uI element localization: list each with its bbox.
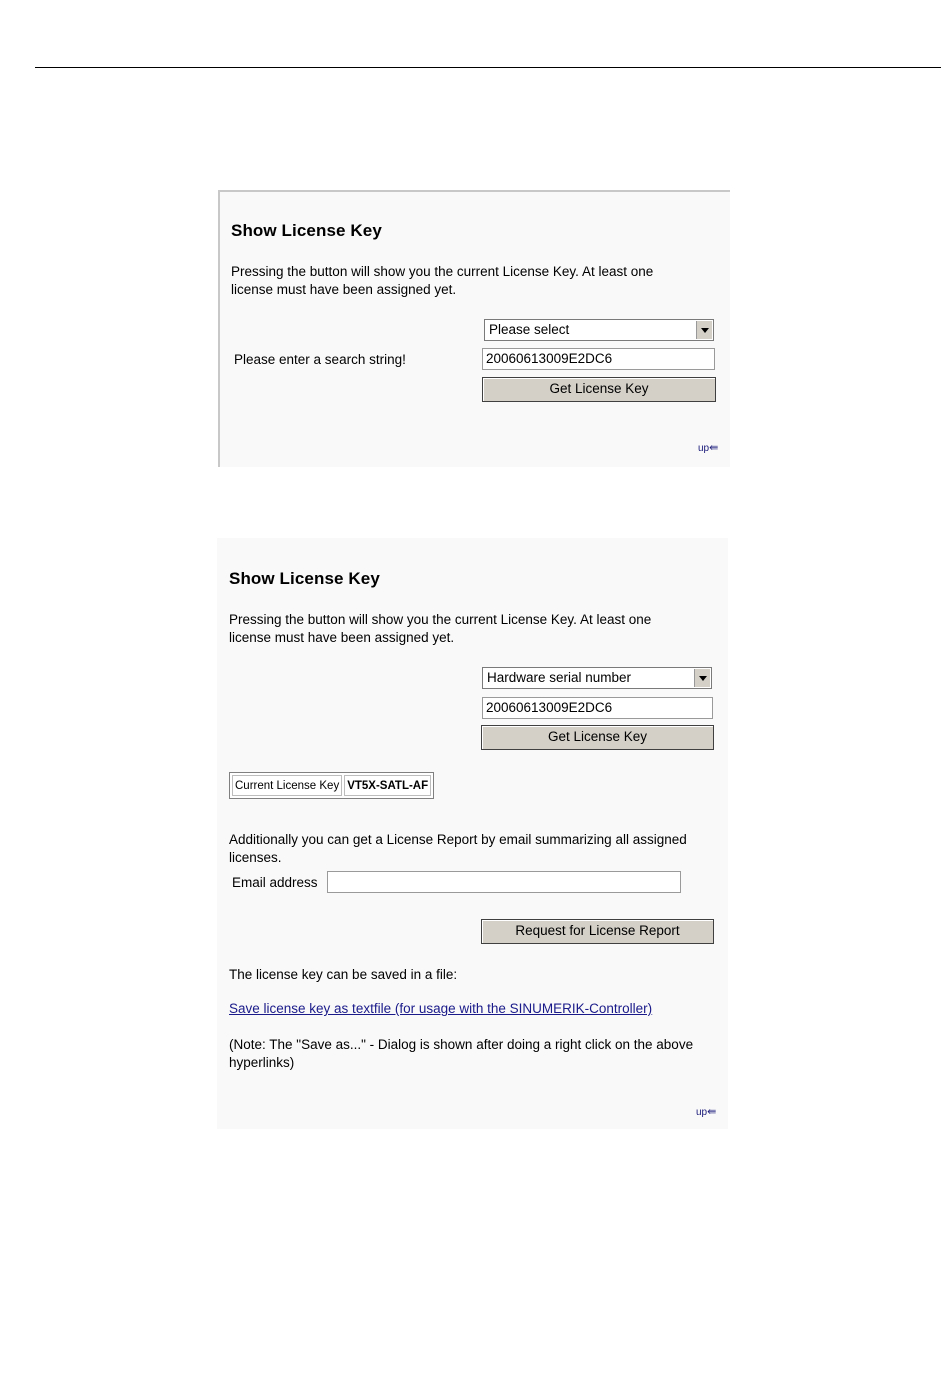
up-link[interactable]	[698, 441, 718, 454]
select-value: Hardware serial number	[487, 670, 632, 685]
up-link[interactable]	[696, 1105, 716, 1118]
email-field[interactable]	[327, 871, 681, 893]
report-text-line-1: Additionally you can get a License Report by email summarizing all assigned	[229, 832, 687, 847]
up-link-label: up	[696, 1107, 708, 1118]
description-line-2: license must have been assigned yet.	[231, 282, 457, 297]
up-arrow-icon: ⇚	[709, 442, 719, 454]
search-label: Please enter a search string!	[234, 352, 406, 367]
description-line-2: license must have been assigned yet.	[229, 630, 455, 645]
chevron-down-icon[interactable]	[696, 321, 712, 339]
email-label: Email address	[232, 875, 318, 890]
current-key-label: Current License Key	[232, 775, 342, 796]
panel-title: Show License Key	[229, 569, 380, 588]
current-key-value: VT5X-SATL-AF	[344, 775, 431, 796]
up-link-label: up	[698, 443, 710, 454]
current-key-table	[229, 772, 434, 799]
chevron-down-icon[interactable]	[694, 669, 710, 687]
search-type-select[interactable]	[484, 319, 714, 341]
header-rule	[35, 67, 941, 68]
panel-title: Show License Key	[231, 221, 382, 240]
save-text: The license key can be saved in a file:	[229, 967, 458, 982]
search-input[interactable]: 20060613009E2DC6	[482, 348, 715, 370]
up-arrow-icon: ⇚	[707, 1106, 717, 1118]
save-license-key-link[interactable]: Save license key as textfile (for usage with the SINUMERIK-Controller)	[229, 1001, 653, 1016]
description-line-1: Pressing the button will show you the current License Key. At least one	[229, 612, 652, 627]
search-input[interactable]: 20060613009E2DC6	[482, 697, 713, 719]
note-line-1: (Note: The "Save as..." - Dialog is shown after doing a right click on the above	[229, 1037, 694, 1052]
report-text-line-2: licenses.	[229, 850, 282, 865]
request-license-report-button[interactable]: Request for License Report	[481, 919, 714, 944]
search-type-select[interactable]	[482, 667, 712, 689]
get-license-key-button[interactable]: Get License Key	[482, 377, 716, 402]
description-line-1: Pressing the button will show you the current License Key. At least one	[231, 264, 654, 279]
note-line-2: hyperlinks)	[229, 1055, 295, 1070]
select-value: Please select	[489, 322, 570, 337]
get-license-key-button[interactable]: Get License Key	[481, 725, 714, 750]
